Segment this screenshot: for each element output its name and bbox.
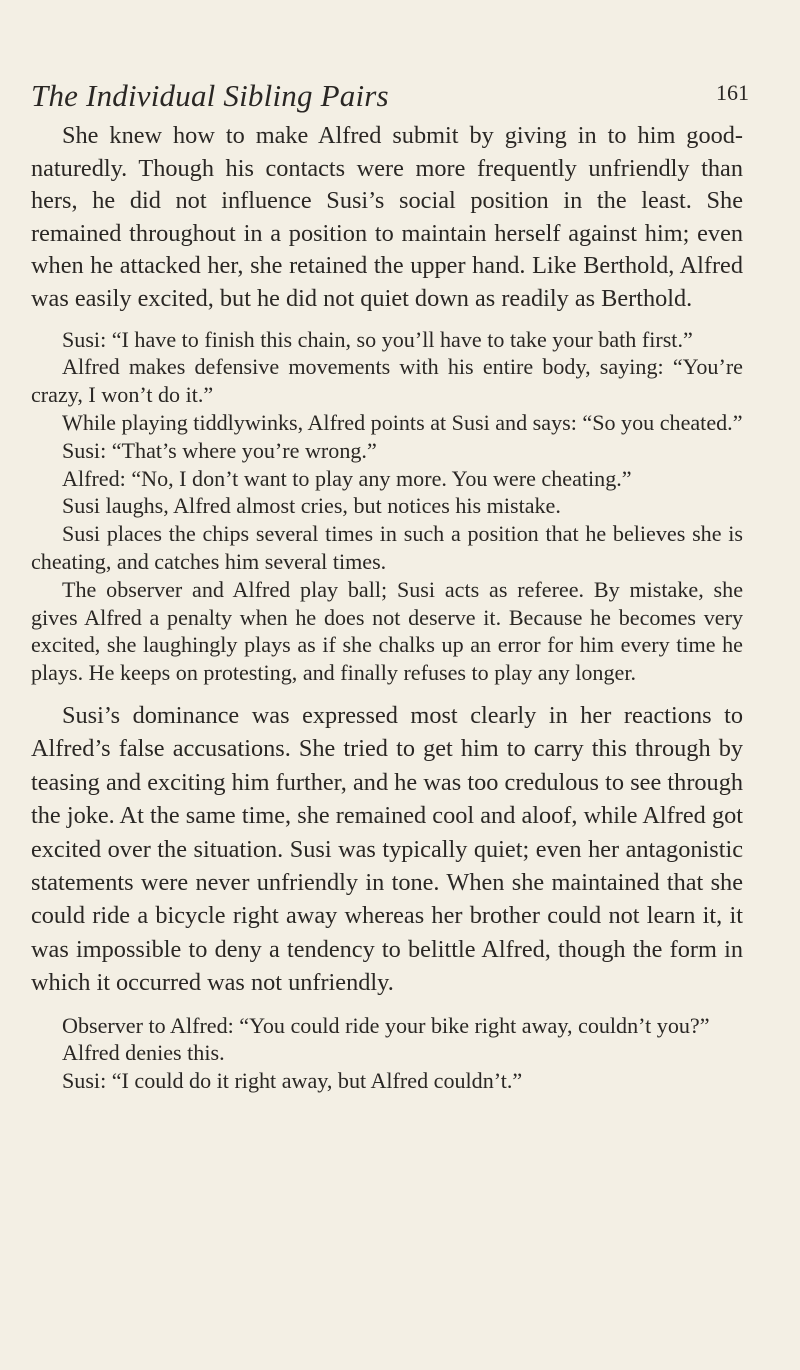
- dialog-line: Susi: “I have to finish this chain, so you’ll have to take your bath first.”: [62, 326, 693, 352]
- dialog-excerpt-2: [31, 1012, 743, 1095]
- running-head: The Individual Sibling Pairs: [31, 78, 389, 113]
- dialog-excerpt-1: [31, 326, 743, 687]
- dialog-line: Susi laughs, Alfred almost cries, but notices his mistake.: [62, 493, 561, 519]
- page-header: [31, 70, 749, 120]
- dialog-line: Alfred denies this.: [62, 1040, 225, 1066]
- dialog-line: Susi: “I could do it right away, but Alfred couldn’t.”: [62, 1068, 523, 1094]
- analysis-section: [31, 699, 743, 1000]
- dialog-line: Alfred makes defensive movements with his entire body, saying: “You’re crazy, I won’t do it.”: [31, 354, 743, 408]
- analysis-paragraph: Susi’s dominance was expressed most clearly in her reactions to Alfred’s false accusations. She tried to get him to carry this through by teasing and exciting him further, and he was too credulous to see through the joke. At the same time, she remained cool and aloof, while Alfred got excited over the situation. Susi was typically quiet; even her antagonistic statements were never unfriendly in tone. When she maintained that she could ride a bicycle right away whereas her brother could not learn it, it was impossible to deny a tendency to belittle Alfred, though the form in which it occurred was not unfriendly.: [31, 701, 743, 997]
- dialog-line: Susi: “That’s where you’re wrong.”: [62, 437, 377, 463]
- dialog-line: Susi places the chips several times in such a position that he believes she is cheating, and catches him several times.: [31, 521, 743, 574]
- dialog-line: While playing tiddlywinks, Alfred points at Susi and says: “So you cheated.”: [62, 409, 743, 435]
- book-page: [31, 70, 749, 1095]
- dialog-line: Observer to Alfred: “You could ride your bike right away, couldn’t you?”: [62, 1012, 710, 1038]
- intro-paragraph: She knew how to make Alfred submit by giving in to him good-naturedly. Though his contacts were more frequently unfriendly than hers, he did not influence Susi’s social position in the least. She remained throughout in a position to maintain herself against him; even when he attacked her, she retained the upper hand. Like Berthold, Alfred was easily excited, but he did not quiet down as readily as Berthold.: [31, 122, 743, 312]
- intro-section: [31, 120, 743, 316]
- dialog-line: The observer and Alfred play ball; Susi acts as referee. By mistake, she gives Alfred a penalty when he does not deserve it. Because he becomes very excited, she laughingly plays as if she chalks up an error for him every time he plays. He keeps on protesting, and finally refuses to play any longer.: [31, 576, 743, 686]
- dialog-line: Alfred: “No, I don’t want to play any more. You were cheating.”: [62, 465, 632, 491]
- page-number: 161: [716, 80, 749, 105]
